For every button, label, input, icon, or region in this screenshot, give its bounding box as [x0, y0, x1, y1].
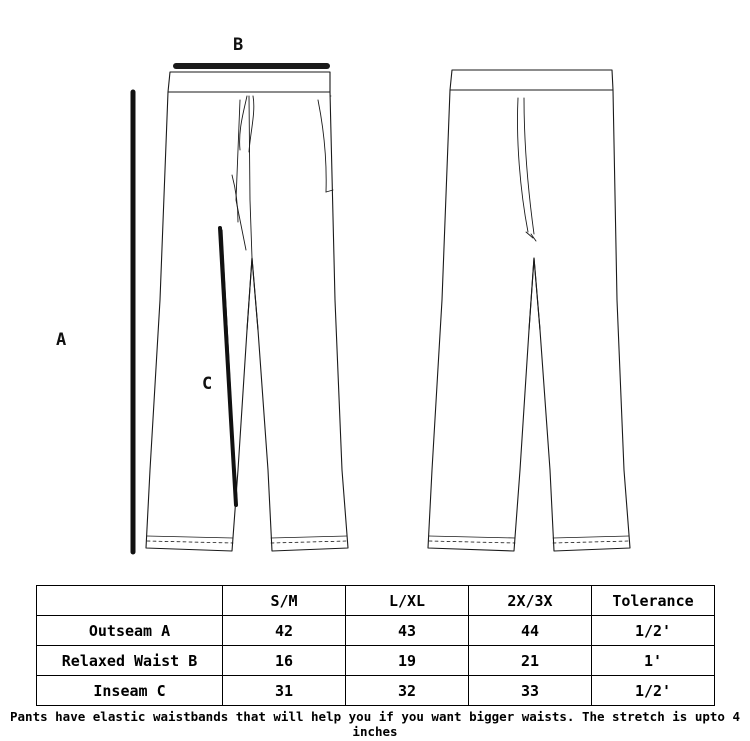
cell-outseam-lxl: 43 — [346, 616, 469, 646]
cell-waist-tolerance: 1' — [592, 646, 715, 676]
table-header-lxl: L/XL — [346, 586, 469, 616]
row-label-relaxed-waist: Relaxed Waist B — [37, 646, 223, 676]
table-row — [37, 646, 715, 676]
cell-inseam-2x3x: 33 — [469, 676, 592, 706]
cell-waist-2x3x: 21 — [469, 646, 592, 676]
front-view-group — [1, 0, 348, 551]
label-waist-b: B — [233, 35, 244, 55]
label-inseam-c: C — [202, 374, 213, 394]
back-view-group — [428, 70, 630, 551]
cell-inseam-sm: 31 — [223, 676, 346, 706]
table-header-tolerance: Tolerance — [592, 586, 715, 616]
row-label-inseam: Inseam C — [37, 676, 223, 706]
cell-inseam-tolerance: 1/2' — [592, 676, 715, 706]
size-chart-table — [36, 585, 715, 706]
table-header-row — [37, 586, 715, 616]
size-table-wrap — [36, 585, 714, 706]
cell-outseam-tolerance: 1/2' — [592, 616, 715, 646]
table-header-2x3x: 2X/3X — [469, 586, 592, 616]
table-header-corner — [37, 586, 223, 616]
row-label-outseam: Outseam A — [37, 616, 223, 646]
footnote-text: Pants have elastic waistbands that will help you if you want bigger waists. The stretch is upto 4 inches — [10, 709, 740, 739]
cell-outseam-sm: 42 — [223, 616, 346, 646]
label-outseam-a: A — [56, 330, 67, 350]
cell-outseam-2x3x: 44 — [469, 616, 592, 646]
cell-inseam-lxl: 32 — [346, 676, 469, 706]
table-header-sm: S/M — [223, 586, 346, 616]
table-row — [37, 676, 715, 706]
cell-waist-lxl: 19 — [346, 646, 469, 676]
cell-waist-sm: 16 — [223, 646, 346, 676]
table-row — [37, 616, 715, 646]
